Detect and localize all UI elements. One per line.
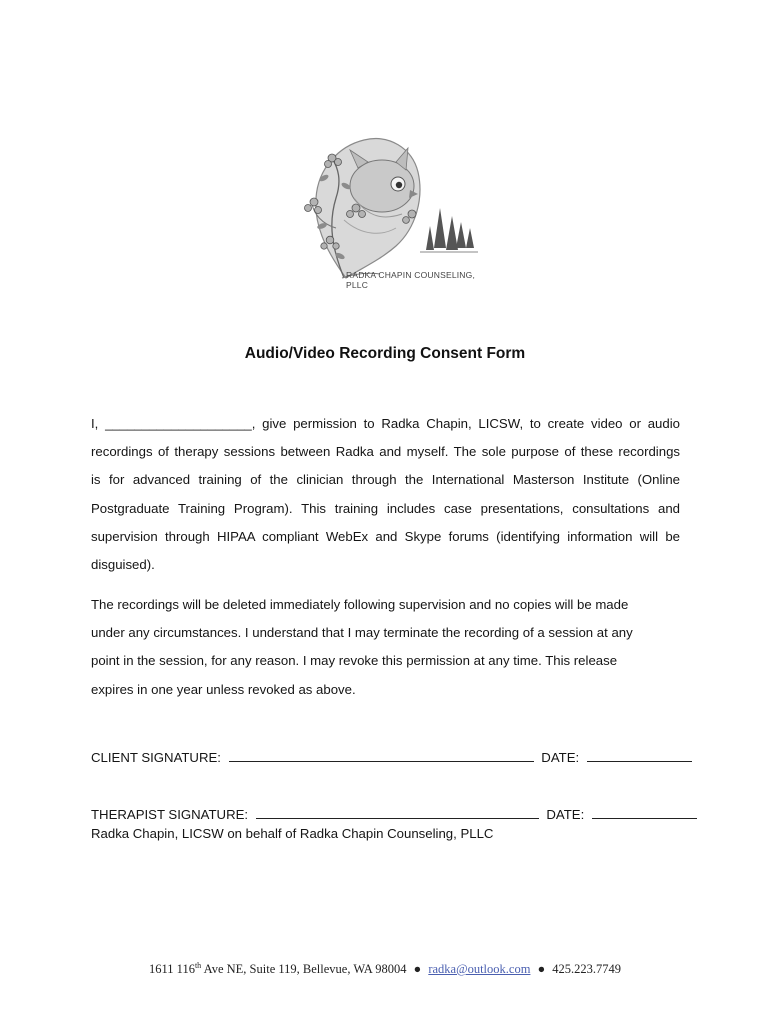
footer-address-sup: th: [194, 961, 202, 970]
email-link[interactable]: radka@outlook.com: [428, 962, 531, 977]
therapist-signature-field[interactable]: [256, 806, 539, 819]
footer-contact: [0, 961, 770, 977]
logo-caption: RADKA CHAPIN COUNSELING, PLLC: [346, 270, 476, 290]
consent-paragraph: [91, 410, 680, 579]
paragraph-line: recordings of therapy sessions between Radka and myself. The sole purpose of these recordings: [91, 444, 680, 460]
footer-address-pre: 1611 116: [149, 962, 195, 977]
paragraph-line: Postgraduate Training Program). This training includes case presentations, consultations and: [91, 500, 680, 516]
therapist-signature-row: [91, 806, 701, 822]
therapist-date-field[interactable]: [592, 806, 697, 819]
paragraph-line: is for advanced training of the clinician through the International Masterson Institute (Online: [91, 472, 680, 488]
bullet-icon: ●: [413, 962, 422, 977]
therapist-subtitle: Radka Chapin, LICSW on behalf of Radka Chapin Counseling, PLLC: [91, 826, 494, 841]
therapist-date-label: DATE:: [546, 807, 585, 822]
client-signature-row: [91, 749, 696, 765]
footer-address-post: Ave NE, Suite 119, Bellevue, WA 98004: [201, 962, 407, 977]
page-title: Audio/Video Recording Consent Form: [244, 345, 526, 362]
client-signature-label: CLIENT SIGNATURE:: [91, 750, 221, 765]
therapist-signature-label: THERAPIST SIGNATURE:: [91, 807, 249, 822]
paragraph-line: under any circumstances. I understand that I may terminate the recording of a session at any: [91, 625, 633, 641]
bullet-icon: ●: [537, 962, 546, 977]
paragraph-line: The recordings will be deleted immediately following supervision and no copies will be made: [91, 597, 629, 612]
paragraph-line: expires in one year unless revoked as above.: [91, 681, 356, 697]
paragraph-line: disguised).: [91, 557, 155, 573]
client-date-label: DATE:: [541, 750, 580, 765]
deletion-paragraph: [91, 591, 680, 704]
paragraph-line: point in the session, for any reason. I may revoke this permission at any time. This release: [91, 653, 618, 669]
paragraph-line: supervision through HIPAA compliant WebEx and Skype forums (identifying information will be: [91, 528, 680, 544]
paragraph-line: I, ____________________, give permission to Radka Chapin, LICSW, to create video or audio: [91, 416, 680, 431]
client-signature-field[interactable]: [229, 749, 534, 762]
footer-phone: 425.223.7749: [552, 962, 621, 977]
client-date-field[interactable]: [587, 749, 692, 762]
